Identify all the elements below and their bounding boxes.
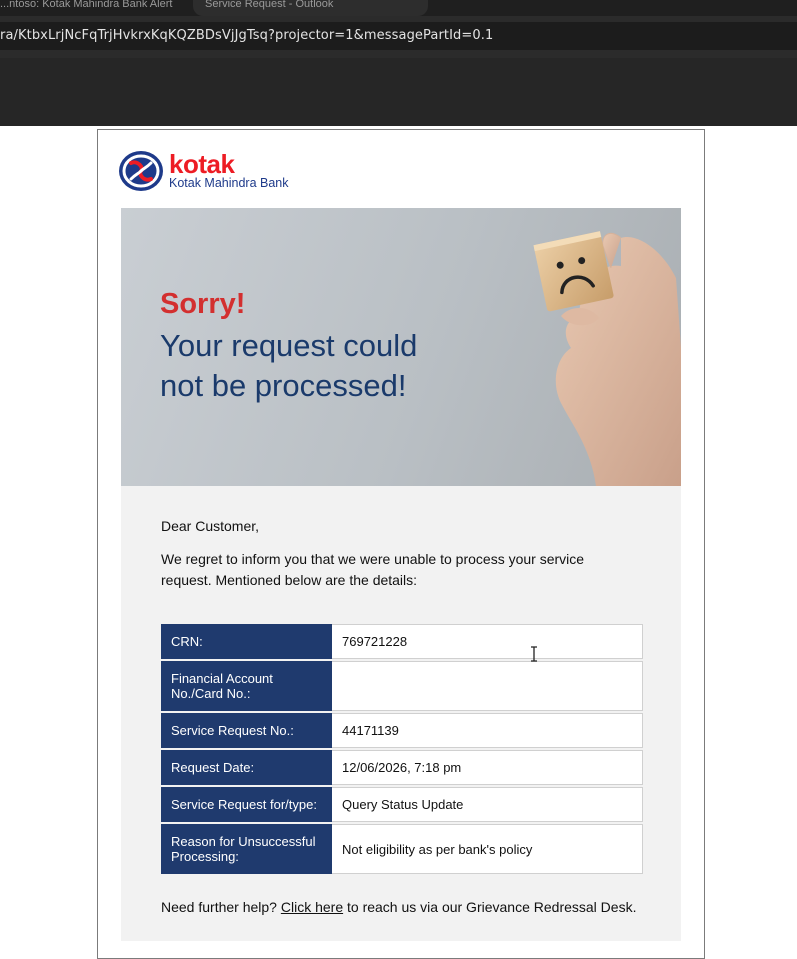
address-bar <box>0 16 797 58</box>
table-row <box>161 661 643 711</box>
grievance-link[interactable]: Click here <box>280 899 344 915</box>
error-banner <box>121 208 681 486</box>
banner-sorry-heading: Sorry! <box>160 288 246 320</box>
help-text <box>161 899 636 915</box>
help-prefix: Need further help? <box>161 899 277 915</box>
email-body <box>97 129 705 959</box>
detail-label: Reason for Unsuccessful Processing: <box>161 824 332 874</box>
table-row <box>161 713 643 748</box>
logo-subtitle: Kotak Mahindra Bank <box>169 176 289 190</box>
browser-tab-active[interactable]: Service Request - Outlook <box>193 0 428 16</box>
banner-message-line1: Your request could <box>160 328 418 363</box>
browser-tab[interactable]: ...ntoso: Kotak Mahindra Bank Alert <box>0 0 173 10</box>
text-cursor-icon <box>529 646 539 662</box>
greeting: Dear Customer, <box>161 518 260 534</box>
table-row <box>161 787 643 822</box>
table-row <box>161 624 643 659</box>
detail-value: 12/06/2026, 7:18 pm <box>332 750 643 785</box>
url-field[interactable] <box>0 22 797 50</box>
kotak-logo <box>118 150 318 196</box>
url-text: ra/KtbxLrjNcFqTrjHvkrxKqKQZBDsVjJgTsq?projector=1&messagePartId=0.1 <box>0 28 494 43</box>
detail-value: Not eligibility as per bank's policy <box>332 824 643 874</box>
table-row <box>161 824 643 874</box>
detail-label: Service Request for/type: <box>161 787 332 822</box>
help-suffix: to reach us via our Grievance Redressal Desk. <box>347 899 637 915</box>
sad-face-block-image <box>421 208 681 486</box>
table-row <box>161 750 643 785</box>
banner-message-line2: not be processed! <box>160 368 407 403</box>
mail-toolbar <box>0 58 797 126</box>
detail-value: 769721228 <box>332 624 643 659</box>
detail-label: Service Request No.: <box>161 713 332 748</box>
detail-label: Request Date: <box>161 750 332 785</box>
detail-value: Query Status Update <box>332 787 643 822</box>
detail-value <box>332 661 643 711</box>
email-content <box>121 486 681 941</box>
kotak-logo-icon <box>118 150 164 192</box>
detail-label: Financial Account No./Card No.: <box>161 661 332 711</box>
tab-separator <box>186 0 193 16</box>
details-table <box>161 624 643 876</box>
logo-wordmark: kotak <box>169 149 235 179</box>
detail-value: 44171139 <box>332 713 643 748</box>
detail-label: CRN: <box>161 624 332 659</box>
intro-paragraph: We regret to inform you that we were unable to process your service request. Mentioned below are the details: <box>161 551 585 588</box>
browser-tab-bar <box>0 0 797 16</box>
